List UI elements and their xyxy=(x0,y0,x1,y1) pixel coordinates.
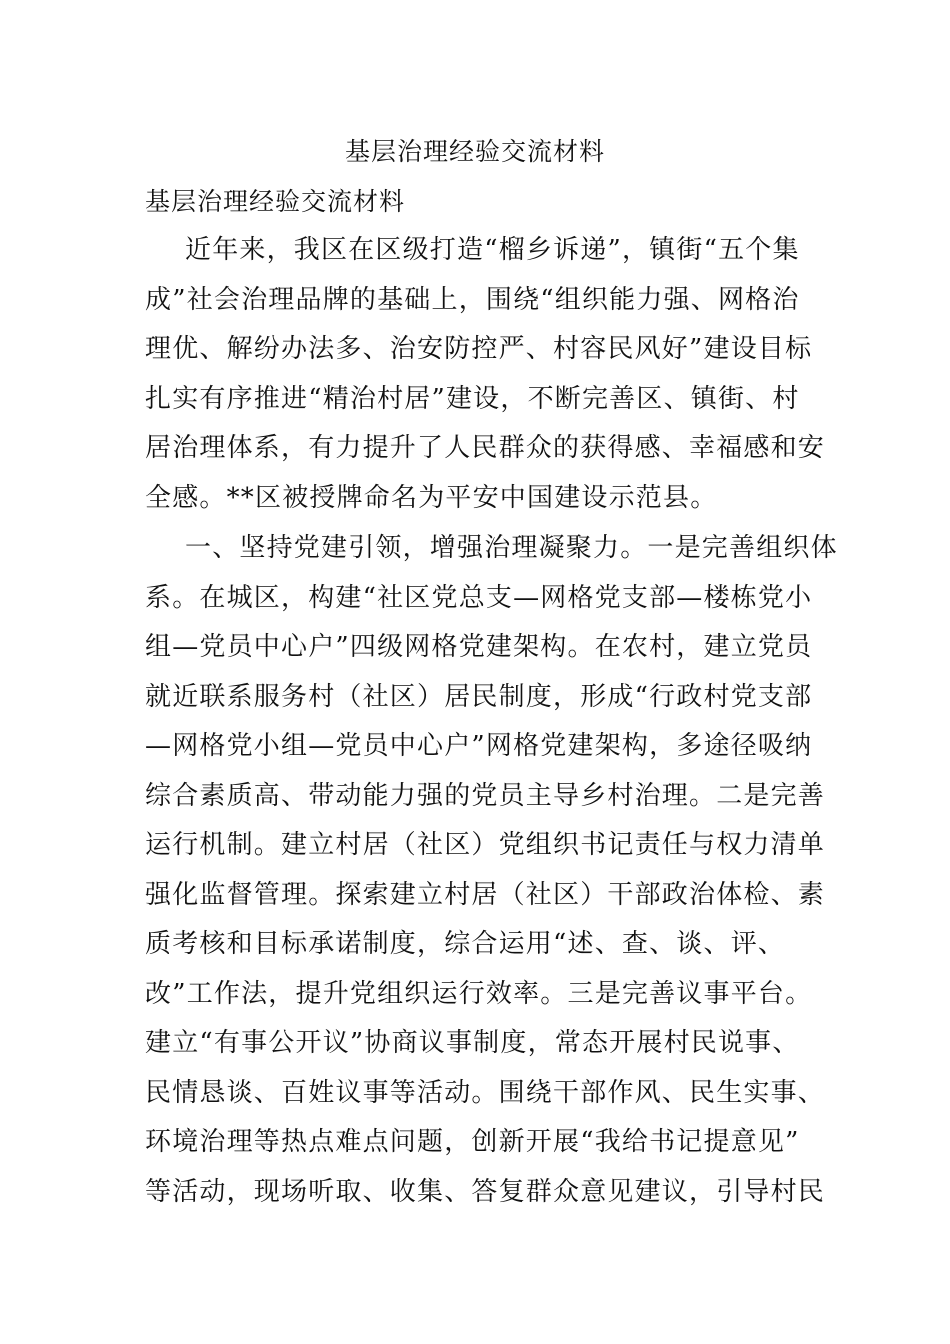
paragraph-line: 组—党员中心户”四级网格党建架构。在农村，建立党员 xyxy=(145,632,813,662)
paragraph-line: —网格党小组—党员中心户”网格党建架构，多途径吸纳 xyxy=(145,731,813,761)
paragraph-line: 系。在城区，构建“社区党总支—网格党支部—楼栋党小 xyxy=(145,582,813,613)
paragraph-line: 强化监督管理。探索建立村居（社区）干部政治体检、素 xyxy=(145,879,826,910)
paragraph-line: 综合素质高、带动能力强的党员主导乡村治理。二是完善 xyxy=(145,780,826,811)
paragraph-line: 一、坚持党建引领，增强治理凝聚力。一是完善组织体 xyxy=(185,533,838,563)
paragraph-line: 改”工作法，提升党组织运行效率。三是完善议事平台。 xyxy=(145,978,813,1009)
paragraph-line: 扎实有序推进“精治村居”建设，不断完善区、镇街、村 xyxy=(145,383,800,414)
document-subtitle: 基层治理经验交流材料 xyxy=(145,187,406,216)
paragraph-line: 民情恳谈、百姓议事等活动。围绕干部作风、民生实事、 xyxy=(145,1077,826,1108)
paragraph-line: 近年来，我区在区级打造“榴乡诉递”，镇街“五个集 xyxy=(185,235,800,265)
paragraph-line: 成”社会治理品牌的基础上，围绕“组织能力强、网格治 xyxy=(145,284,800,315)
paragraph-line: 环境治理等热点难点问题，创新开展“我给书记提意见” xyxy=(145,1127,800,1157)
paragraph-line: 全感。**区被授牌命名为平安中国建设示范县。 xyxy=(145,482,718,513)
section-one-paragraph xyxy=(145,524,838,1217)
paragraph-line: 居治理体系，有力提升了人民群众的获得感、幸福感和安 xyxy=(145,433,826,463)
paragraph-line: 就近联系服务村（社区）居民制度，形成“行政村党支部 xyxy=(145,681,813,712)
paragraph-line: 理优、解纷办法多、治安防控严、村容民风好”建设目标 xyxy=(145,334,813,364)
paragraph-line: 等活动，现场听取、收集、答复群众意见建议，引导村民 xyxy=(145,1176,826,1207)
paragraph-line: 质考核和目标承诺制度，综合运用“述、查、谈、评、 xyxy=(145,929,786,959)
intro-paragraph xyxy=(145,226,825,523)
document-title: 基层治理经验交流材料 xyxy=(344,137,605,166)
paragraph-line: 建立“有事公开议”协商议事制度，常态开展村民说事、 xyxy=(145,1028,800,1058)
paragraph-line: 运行机制。建立村居（社区）党组织书记责任与权力清单 xyxy=(145,830,826,860)
